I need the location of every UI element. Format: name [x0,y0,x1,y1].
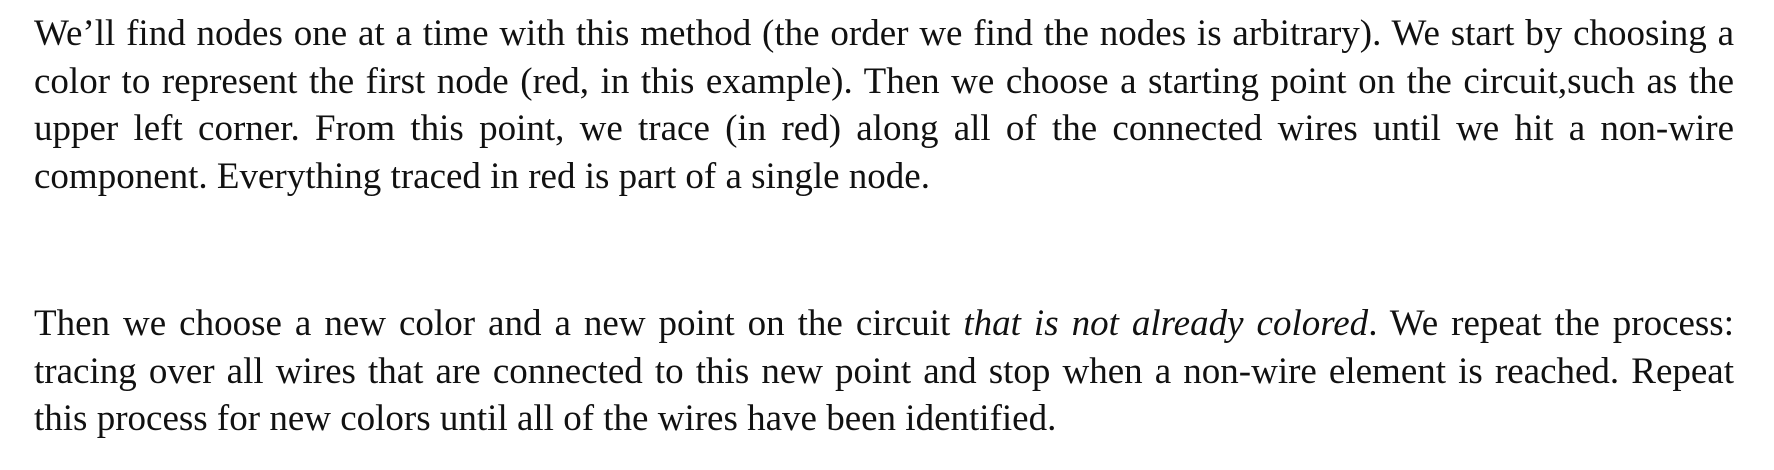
emphasized-phrase: that is not already colored [963,303,1369,344]
paragraph-text-start: Then we choose a new color and a new point on the circuit [34,303,964,344]
paragraph-node-finding-method: We’ll find nodes one at a time with this method (the order we find the nodes is arbitrary). We start by choosing a color to represent the first node (red, in this example). Then we choose a starting point on the circuit,such as the upper left corner. From this point, we trace (in red) along all of the connected wires until we hit a non-wire component. Everything traced in red is part of a single node. [34,13,1734,197]
document-page [34,10,1734,443]
paragraph-text-end: . We repeat the process: tracing over all wires that are connected to this new point and stop when a non-wire element is reached. Repeat this process for new colors until all of the wires have been identified. [34,303,1734,439]
paragraph-repeat-process [34,300,1734,443]
